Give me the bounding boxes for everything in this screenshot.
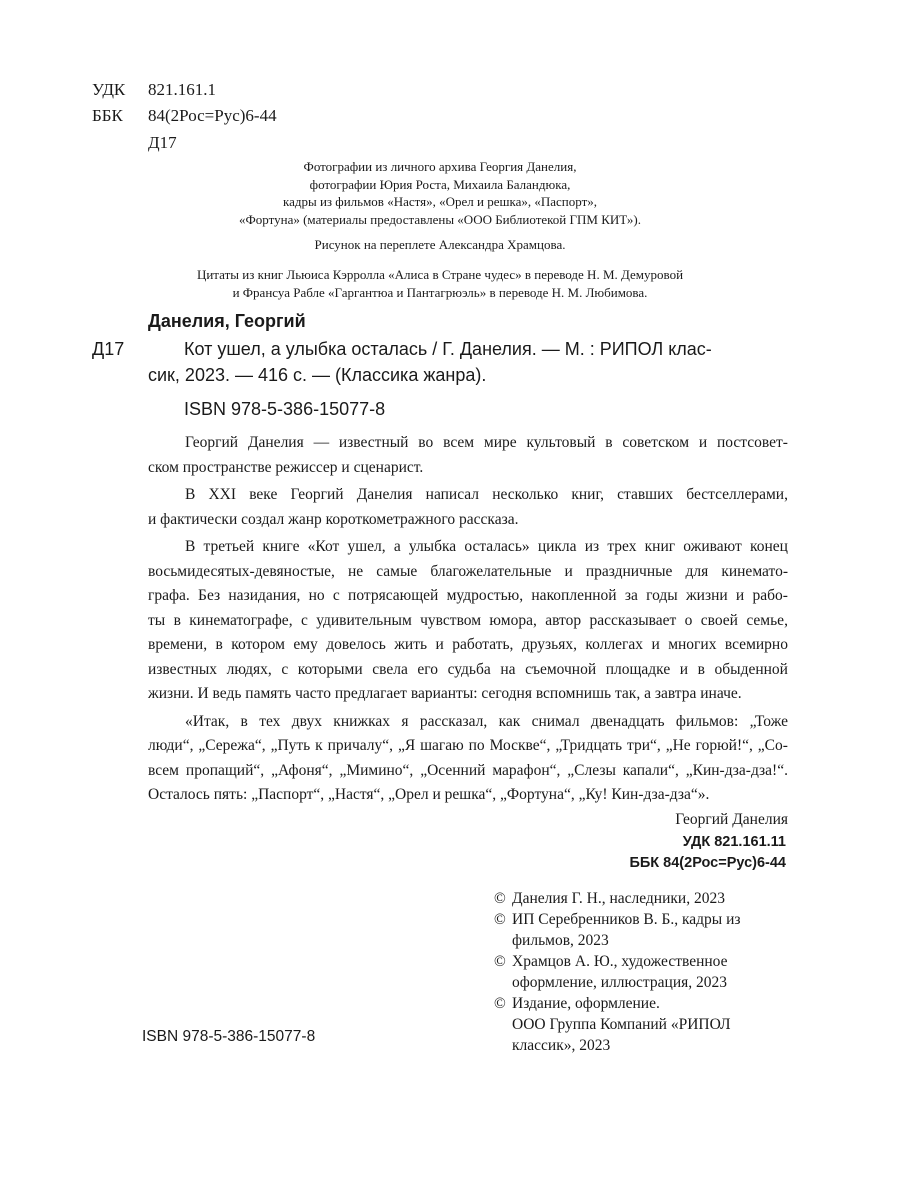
- bbk-value: 84(2Рос=Рус)6-44: [148, 106, 277, 125]
- credits-photos: [130, 158, 750, 228]
- credits-line: фотографии Юрия Роста, Михаила Баландюка,: [309, 176, 571, 192]
- text-line: графа. Без назидания, но с потрясающей мудростью, накопленной за годы жизни и рабо-: [148, 587, 788, 604]
- credits-line: кадры из фильмов «Настя», «Орел и решка», «Паспорт»,: [282, 194, 598, 209]
- credits-quotes: [130, 266, 750, 301]
- credits-line: «Фортуна» (материалы предоставлены «ООО Библиотекой ГПМ КИТ»).: [239, 211, 641, 227]
- quote-signature: Георгий Данелия: [675, 810, 788, 828]
- text-line: ты в кинематографе, с удивительным чувством юмора, автор рассказывает о своей семье,: [148, 611, 788, 629]
- udk-label: УДК: [92, 80, 126, 99]
- copyright-icon: ©: [494, 995, 506, 1012]
- annotation-paragraph-1: [148, 431, 788, 480]
- text-line: времени, в котором ему довелось жить и работать, друзьях, коллегах и многих всемирно: [148, 636, 788, 653]
- copyright-icon: ©: [494, 890, 506, 907]
- copyright-item: © Данелия Г. Н., наследники, 2023: [494, 890, 725, 907]
- bbk-label: ББК: [92, 106, 123, 125]
- annotation-paragraph-2: [148, 483, 788, 532]
- text-line: и фактически создал жанр короткометражного рассказа.: [148, 510, 519, 528]
- credits-line: Цитаты из книг Льюиса Кэрролла «Алиса в Стране чудес» в переводе Н. М. Демуровой: [196, 267, 684, 282]
- bib-line-2: сик, 2023. — 416 с. — (Классика жанра).: [148, 365, 487, 385]
- side-mark: Д17: [92, 339, 125, 359]
- udk-value: 821.161.1: [148, 80, 216, 99]
- annotation-paragraph-3: [148, 535, 788, 707]
- bibliographic-description: [148, 336, 790, 388]
- classification-codes: [629, 832, 786, 874]
- text-line: всем пропащий“, „Афоня“, „Мимино“, „Осенний марафон“, „Слезы капали“, „Кин-дза-дза!“.: [148, 761, 788, 779]
- author-heading: Данелия, Георгий: [148, 311, 306, 331]
- credits-line: и Франсуа Рабле «Гаргантюа и Пантагрюэль» в переводе Н. М. Любимова.: [232, 284, 648, 300]
- text-line: известных людях, с которыми свела его судьба на съемочной площадке и в обыденной: [148, 660, 788, 678]
- text-line: люди“, „Сережа“, „Путь к причалу“, „Я шагаю по Москве“, „Тридцать три“, „Не горюй!“, „Со-: [148, 737, 788, 754]
- copyright-item: © Храмцов А. Ю., художественное оформление, иллюстрация, 2023: [494, 953, 728, 991]
- copyright-block: [494, 888, 741, 1056]
- copyright-icon: ©: [494, 911, 506, 928]
- credits-cover: [130, 236, 750, 254]
- copyright-item: © Издание, оформление. ООО Группа Компаний «РИПОЛ классик», 2023: [494, 995, 731, 1054]
- text-line: жизни. И ведь память часто предлагает варианты: сегодня вспомнишь так, а завтра иначе.: [148, 685, 742, 702]
- udk-code: УДК 821.161.11: [682, 834, 786, 850]
- isbn-bottom: ISBN 978-5-386-15077-8: [142, 1028, 316, 1045]
- annotation: [148, 431, 788, 832]
- bbk-code: ББК 84(2Рос=Рус)6-44: [629, 855, 786, 871]
- text-line: В XXI веке Георгий Данелия написал несколько книг, ставших бестселлерами,: [185, 486, 788, 503]
- text-line: «Итак, в тех двух книжках я рассказал, как снимал двенадцать фильмов: „Тоже: [185, 712, 788, 730]
- text-line: восьмидесятых-девяностые, не самые благожелательные и праздничные для кинемато-: [148, 562, 788, 580]
- text-line: В третьей книге «Кот ушел, а улыбка осталась» цикла из трех книг оживают конец: [185, 538, 788, 555]
- isbn: ISBN 978-5-386-15077-8: [184, 399, 386, 419]
- copyright-item: © ИП Серебренников В. Б., кадры из фильмов, 2023: [494, 911, 741, 949]
- credits-line: Рисунок на переплете Александра Храмцова.: [314, 237, 566, 252]
- text-line: Георгий Данелия — известный во всем мире культовый в советском и постсовет-: [185, 434, 788, 451]
- text-line: ском пространстве режиссер и сценарист.: [148, 458, 424, 476]
- copyright-icon: ©: [494, 953, 506, 970]
- text-line: Осталось пять: „Паспорт“, „Настя“, „Орел и решка“, „Фортуна“, „Ку! Кин-дза-дза“».: [148, 786, 710, 803]
- author-mark: Д17: [148, 133, 177, 152]
- credits-line: Фотографии из личного архива Георгия Данелия,: [303, 159, 577, 174]
- annotation-quote: [148, 710, 788, 808]
- bib-line-1: Кот ушел, а улыбка осталась / Г. Данелия. — М. : РИПОЛ клас-: [184, 339, 712, 359]
